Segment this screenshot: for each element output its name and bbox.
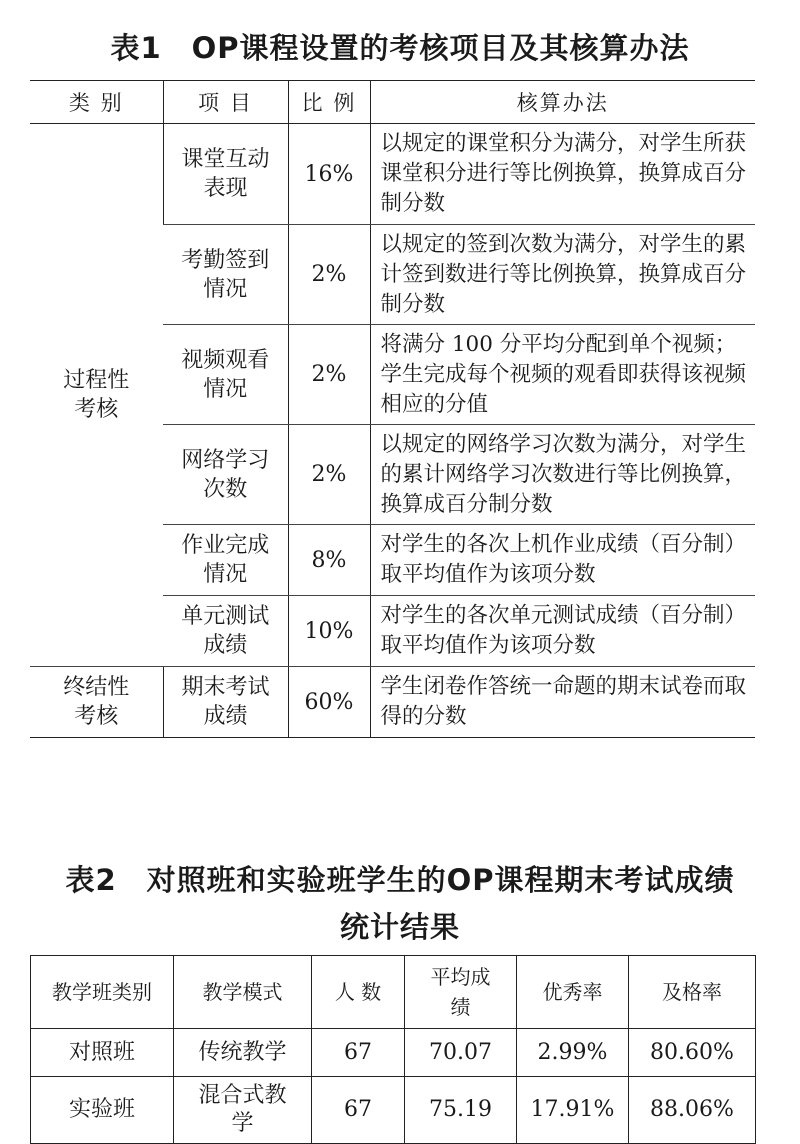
pass-rate-cell: 80.60% bbox=[629, 1029, 756, 1077]
table1-header-category: 类 别 bbox=[30, 81, 163, 124]
table2-title-line2: 统计结果 bbox=[339, 910, 460, 944]
table-row bbox=[31, 1077, 756, 1144]
item-cell: 单元测试 成绩 bbox=[163, 596, 288, 667]
table2 bbox=[30, 955, 756, 1144]
item-cell: 期末考试 成绩 bbox=[163, 667, 288, 738]
table1-header-row bbox=[30, 81, 755, 124]
table1-header-item: 项 目 bbox=[163, 81, 288, 124]
item-cell: 考勤签到 情况 bbox=[163, 225, 288, 325]
method-cell: 以规定的签到次数为满分，对学生的累计签到数进行等比例换算，换算成百分制分数 bbox=[370, 225, 755, 325]
ratio-cell: 2% bbox=[288, 425, 370, 525]
method-cell: 对学生的各次单元测试成绩（百分制）取平均值作为该项分数 bbox=[370, 596, 755, 667]
method-cell: 对学生的各次上机作业成绩（百分制）取平均值作为该项分数 bbox=[370, 525, 755, 596]
table2-header-row bbox=[31, 956, 756, 1029]
method-cell: 以规定的网络学习次数为满分，对学生的累计网络学习次数进行等比例换算，换算成百分制分数 bbox=[370, 425, 755, 525]
count-cell: 67 bbox=[312, 1077, 405, 1144]
table2-title: 表2 对照班和实验班学生的OP课程期末考试成绩 bbox=[65, 863, 735, 897]
table1 bbox=[30, 80, 755, 738]
excellent-rate-cell: 2.99% bbox=[517, 1029, 629, 1077]
ratio-cell: 2% bbox=[288, 225, 370, 325]
class-type-cell: 实验班 bbox=[31, 1077, 174, 1144]
table1-header-ratio: 比 例 bbox=[288, 81, 370, 124]
table-row bbox=[31, 1029, 756, 1077]
table-row bbox=[30, 667, 755, 738]
teaching-mode-cell: 混合式教 学 bbox=[174, 1077, 312, 1144]
item-cell: 网络学习 次数 bbox=[163, 425, 288, 525]
method-cell: 将满分 100 分平均分配到单个视频；学生完成每个视频的观看即获得该视频相应的分值 bbox=[370, 325, 755, 425]
class-type-cell: 对照班 bbox=[31, 1029, 174, 1077]
item-cell: 视频观看 情况 bbox=[163, 325, 288, 425]
table2-header-class-type: 教学班类别 bbox=[31, 956, 174, 1029]
table2-header-teaching-mode: 教学模式 bbox=[174, 956, 312, 1029]
average-cell: 70.07 bbox=[405, 1029, 517, 1077]
table2-header-average: 平均成 绩 bbox=[405, 956, 517, 1029]
item-cell: 课堂互动 表现 bbox=[163, 124, 288, 225]
excellent-rate-cell: 17.91% bbox=[517, 1077, 629, 1144]
method-cell: 以规定的课堂积分为满分，对学生所获课堂积分进行等比例换算，换算成百分制分数 bbox=[370, 124, 755, 225]
ratio-cell: 10% bbox=[288, 596, 370, 667]
count-cell: 67 bbox=[312, 1029, 405, 1077]
average-cell: 75.19 bbox=[405, 1077, 517, 1144]
method-cell: 学生闭卷作答统一命题的期末试卷而取得的分数 bbox=[370, 667, 755, 738]
item-cell: 作业完成 情况 bbox=[163, 525, 288, 596]
teaching-mode-cell: 传统教学 bbox=[174, 1029, 312, 1077]
ratio-cell: 8% bbox=[288, 525, 370, 596]
table2-header-excellent-rate: 优秀率 bbox=[517, 956, 629, 1029]
table-row bbox=[30, 124, 755, 225]
table1-header-method: 核算办法 bbox=[370, 81, 755, 124]
table2-header-count: 人 数 bbox=[312, 956, 405, 1029]
ratio-cell: 60% bbox=[288, 667, 370, 738]
pass-rate-cell: 88.06% bbox=[629, 1077, 756, 1144]
category-process: 过程性 考核 bbox=[30, 124, 163, 667]
table1-title: 表1 OP课程设置的考核项目及其核算办法 bbox=[110, 31, 690, 65]
category-final: 终结性 考核 bbox=[63, 675, 130, 729]
ratio-cell: 2% bbox=[288, 325, 370, 425]
ratio-cell: 16% bbox=[288, 124, 370, 225]
table2-header-pass-rate: 及格率 bbox=[629, 956, 756, 1029]
